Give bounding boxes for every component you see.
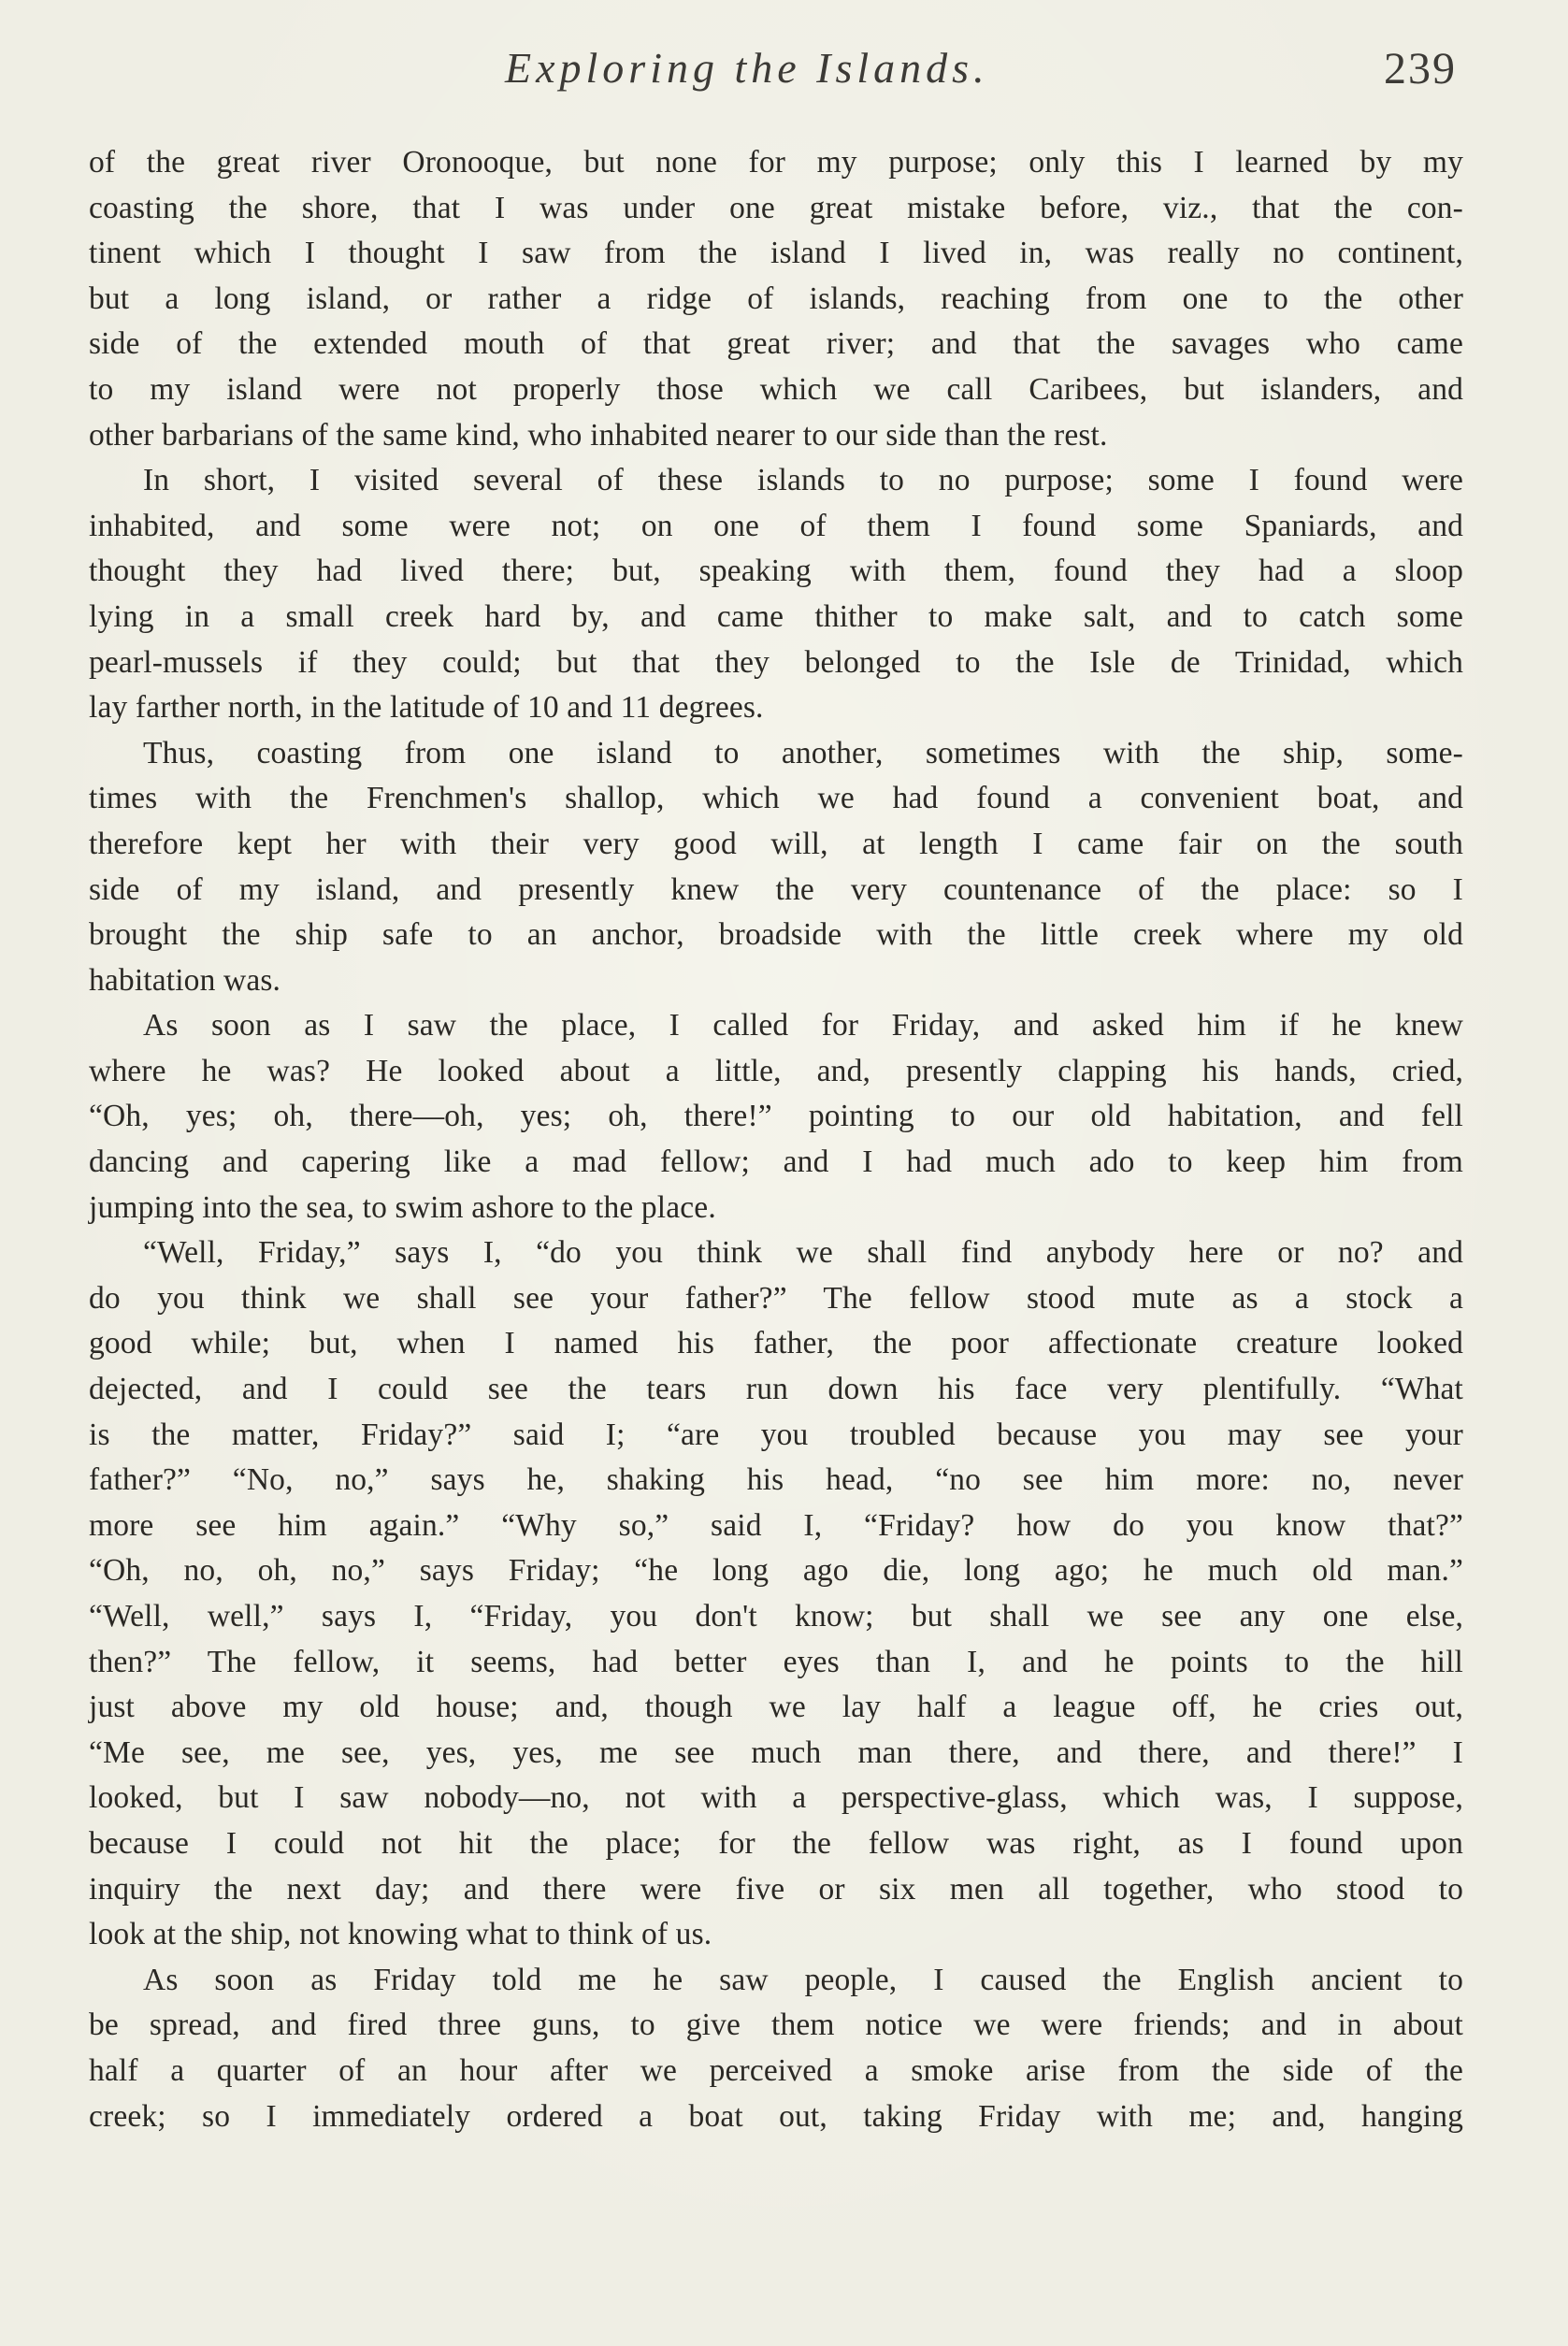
text-line: lay farther north, in the latitude of 10 and 11 degrees. bbox=[89, 690, 764, 726]
text-line: father?” “No, no,” says he, shaking his head, “no see him more: no, never bbox=[89, 1462, 1463, 1498]
text-line: “Me see, me see, yes, yes, me see much man there, and there, and there!” I bbox=[89, 1734, 1463, 1770]
text-line: “Well, well,” says I, “Friday, you don't know; but shall we see any one else, bbox=[89, 1599, 1463, 1634]
page-number: 239 bbox=[1384, 44, 1457, 94]
text-line: “Oh, no, oh, no,” says Friday; “he long ago die, long ago; he much old man.” bbox=[89, 1553, 1463, 1589]
text-line: coasting the shore, that I was under one great mistake before, viz., that the con- bbox=[89, 190, 1463, 225]
text-line: half a quarter of an hour after we perceived a smoke arise from the side of the bbox=[89, 2052, 1463, 2088]
text-line: As soon as Friday told me he saw people, I caused the English ancient to bbox=[143, 1962, 1463, 1997]
text-line: inhabited, and some were not; on one of them I found some Spaniards, and bbox=[89, 508, 1463, 543]
text-line: then?” The fellow, it seems, had better eyes than I, and he points to the hill bbox=[89, 1644, 1463, 1679]
text-line: be spread, and fired three guns, to give them notice we were friends; and in about bbox=[89, 2008, 1463, 2043]
text-line: other barbarians of the same kind, who inhabited nearer to our side than the rest. bbox=[89, 417, 1108, 453]
body-text bbox=[89, 140, 1463, 2139]
text-line: do you think we shall see your father?” The fellow stood mute as a stock a bbox=[89, 1280, 1463, 1316]
text-line: “Well, Friday,” says I, “do you think we shall find anybody here or no? and bbox=[143, 1235, 1463, 1271]
text-line: As soon as I saw the place, I called for Friday, and asked him if he knew bbox=[143, 1008, 1463, 1043]
text-line: because I could not hit the place; for the fellow was right, as I found upon bbox=[89, 1825, 1463, 1861]
text-line: dejected, and I could see the tears run down his face very plentifully. “What bbox=[89, 1372, 1463, 1407]
text-line: In short, I visited several of these islands to no purpose; some I found were bbox=[143, 463, 1463, 498]
text-line: jumping into the sea, to swim ashore to the place. bbox=[89, 1189, 716, 1225]
text-line: looked, but I saw nobody—no, not with a perspective-glass, which was, I suppose, bbox=[89, 1780, 1463, 1816]
text-line: good while; but, when I named his father, the poor affectionate creature looked bbox=[89, 1326, 1463, 1361]
text-line: but a long island, or rather a ridge of islands, reaching from one to the other bbox=[89, 281, 1463, 316]
text-line: “Oh, yes; oh, there—oh, yes; oh, there!” pointing to our old habitation, and fell bbox=[89, 1099, 1463, 1134]
text-line: pearl-mussels if they could; but that they belonged to the Isle de Trinidad, which bbox=[89, 644, 1463, 680]
running-title: Exploring the Islands. bbox=[505, 44, 989, 92]
text-line: look at the ship, not knowing what to think of us. bbox=[89, 1917, 712, 1952]
text-line: lying in a small creek hard by, and came thither to make salt, and to catch some bbox=[89, 598, 1463, 634]
running-head bbox=[0, 43, 1568, 108]
text-line: where he was? He looked about a little, and, presently clapping his hands, cried, bbox=[89, 1053, 1463, 1088]
text-line: times with the Frenchmen's shallop, which we had found a convenient boat, and bbox=[89, 781, 1463, 816]
text-line: therefore kept her with their very good will, at length I came fair on the south bbox=[89, 826, 1463, 861]
text-line: side of the extended mouth of that great river; and that the savages who came bbox=[89, 326, 1463, 362]
text-line: side of my island, and presently knew the very countenance of the place: so I bbox=[89, 871, 1463, 907]
text-line: to my island were not properly those which we call Caribees, but islanders, and bbox=[89, 371, 1463, 407]
text-line: creek; so I immediately ordered a boat out, taking Friday with me; and, hanging bbox=[89, 2098, 1463, 2134]
text-line: more see him again.” “Why so,” said I, “Friday? how do you know that?” bbox=[89, 1507, 1463, 1543]
text-line: is the matter, Friday?” said I; “are you troubled because you may see your bbox=[89, 1417, 1463, 1452]
text-line: brought the ship safe to an anchor, broadside with the little creek where my old bbox=[89, 917, 1463, 953]
text-line: inquiry the next day; and there were five or six men all together, who stood to bbox=[89, 1871, 1463, 1907]
text-line: just above my old house; and, though we lay half a league off, he cries out, bbox=[89, 1690, 1463, 1725]
text-line: Thus, coasting from one island to another, sometimes with the ship, some- bbox=[143, 735, 1463, 770]
text-line: dancing and capering like a mad fellow; and I had much ado to keep him from bbox=[89, 1144, 1463, 1180]
text-line: tinent which I thought I saw from the island I lived in, was really no continent, bbox=[89, 236, 1463, 271]
text-line: habitation was. bbox=[89, 962, 281, 998]
text-line: of the great river Oronooque, but none for my purpose; only this I learned by my bbox=[89, 145, 1463, 180]
text-line: thought they had lived there; but, speaking with them, found they had a sloop bbox=[89, 554, 1463, 589]
